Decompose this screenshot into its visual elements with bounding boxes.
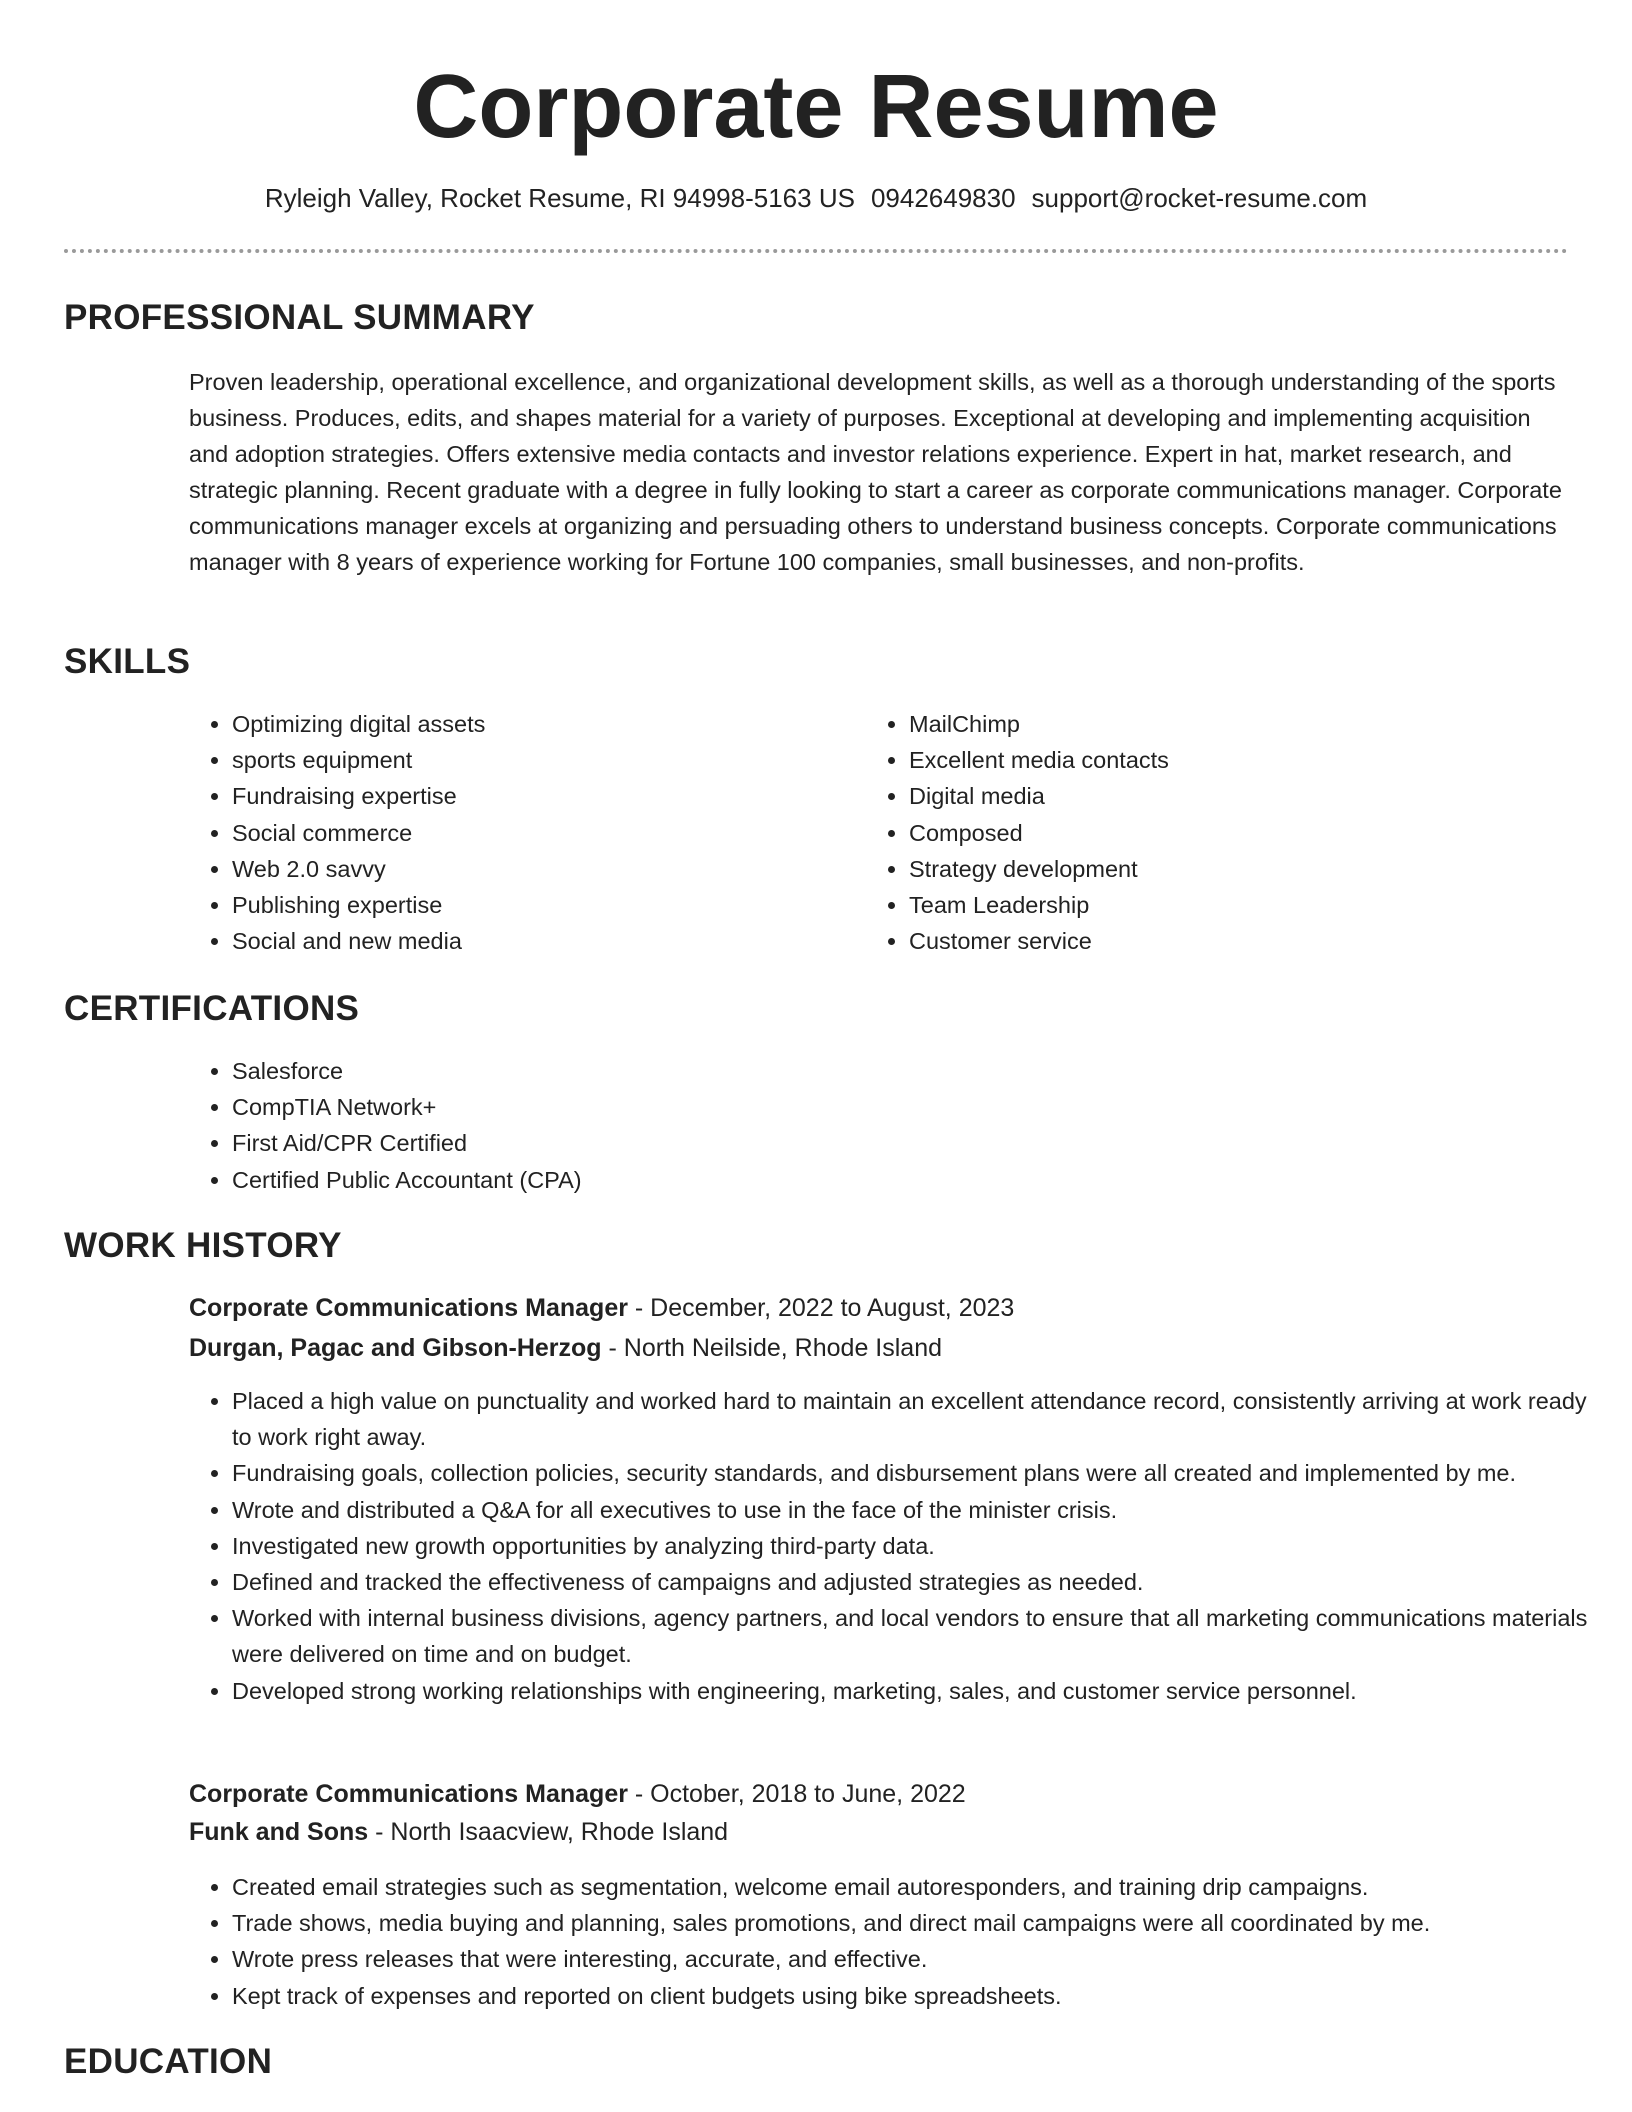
- list-item: • Kept track of expenses and reported on client budgets using bike spreadsheets.: [232, 1978, 1612, 2014]
- job-2-company: Funk and Sons: [189, 1818, 369, 1846]
- list-item: • Salesforce: [232, 1053, 1232, 1089]
- certifications-list: [188, 1053, 1232, 1198]
- list-item: • Composed: [909, 815, 1509, 851]
- list-item: • Social commerce: [232, 815, 812, 851]
- list-item: • Wrote and distributed a Q&A for all executives to use in the face of the minister crisis.: [232, 1492, 1612, 1528]
- job-1-title-line: [189, 1290, 1014, 1326]
- section-title-skills: SKILLS: [64, 642, 191, 681]
- list-item: • Publishing expertise: [232, 887, 812, 923]
- skills-list-left: [188, 706, 812, 959]
- header-divider: [64, 249, 1568, 253]
- job-2-role: Corporate Communications Manager: [189, 1780, 628, 1808]
- list-item: • First Aid/CPR Certified: [232, 1125, 1232, 1161]
- skills-list-right: [865, 706, 1509, 959]
- job-1-company-line: [189, 1330, 942, 1366]
- list-item: • Strategy development: [909, 851, 1509, 887]
- contact-line: [0, 178, 1632, 218]
- contact-address: Ryleigh Valley, Rocket Resume, RI 94998-5163 US: [264, 183, 855, 213]
- job-2-bullets: [188, 1869, 1612, 2014]
- list-item: • Excellent media contacts: [909, 742, 1509, 778]
- section-title-work-history: WORK HISTORY: [64, 1226, 342, 1265]
- list-item: • Worked with internal business divisions, agency partners, and local vendors to ensure that all marketing communications materials were delivered on time and on budget.: [232, 1600, 1612, 1672]
- list-item: • Optimizing digital assets: [232, 706, 812, 742]
- list-item: • Placed a high value on punctuality and worked hard to maintain an excellent attendance record, consistently arriving at work ready to work right away.: [232, 1383, 1612, 1455]
- section-title-education: EDUCATION: [64, 2042, 273, 2081]
- job-2-dates: - October, 2018 to June, 2022: [627, 1780, 966, 1808]
- list-item: • CompTIA Network+: [232, 1089, 1232, 1125]
- job-2-company-line: [189, 1814, 728, 1850]
- contact-phone: 0942649830: [870, 183, 1016, 213]
- resume-title: Corporate Resume: [413, 57, 1219, 157]
- list-item: • Customer service: [909, 923, 1509, 959]
- list-item: • Digital media: [909, 778, 1509, 814]
- job-1-dates: - December, 2022 to August, 2023: [627, 1294, 1015, 1322]
- summary-text: Proven leadership, operational excellence, and organizational development skills, as well as a thorough understanding of the sports business. Produces, edits, and shapes material for a variety of purposes. Exceptional at developing and implementing acquisition and adoption strategies. Offers extensive media contacts and investor relations experience. Expert in hat, market research, and strategic planning. Recent graduate with a degree in fully looking to start a career as corporate communications manager. Corporate communications manager excels at organizing and persuading others to understand business concepts. Corporate communications manager with 8 years of experience working for Fortune 100 companies, small businesses, and non-profits.: [189, 369, 1562, 575]
- job-2-title-line: [189, 1776, 966, 1812]
- list-item: • Wrote press releases that were interesting, accurate, and effective.: [232, 1941, 1612, 1977]
- job-1-bullets: [188, 1383, 1612, 1709]
- list-item: • MailChimp: [909, 706, 1509, 742]
- list-item: • Defined and tracked the effectiveness of campaigns and adjusted strategies as needed.: [232, 1564, 1612, 1600]
- list-item: • sports equipment: [232, 742, 812, 778]
- list-item: • Fundraising goals, collection policies, security standards, and disbursement plans were all created and implemented by me.: [232, 1455, 1612, 1491]
- list-item: • Web 2.0 savvy: [232, 851, 812, 887]
- section-title-certifications: CERTIFICATIONS: [64, 989, 360, 1028]
- job-1-location: - North Neilside, Rhode Island: [601, 1334, 943, 1362]
- contact-email[interactable]: support@rocket-resume.com: [1031, 183, 1368, 213]
- list-item: • Developed strong working relationships with engineering, marketing, sales, and customer service personnel.: [232, 1673, 1612, 1709]
- section-title-summary: PROFESSIONAL SUMMARY: [64, 298, 535, 337]
- list-item: • Fundraising expertise: [232, 778, 812, 814]
- list-item: • Trade shows, media buying and planning, sales promotions, and direct mail campaigns were all coordinated by me.: [232, 1905, 1612, 1941]
- job-1-role: Corporate Communications Manager: [189, 1294, 628, 1322]
- list-item: • Certified Public Accountant (CPA): [232, 1162, 1232, 1198]
- list-item: • Created email strategies such as segmentation, welcome email autoresponders, and training drip campaigns.: [232, 1869, 1612, 1905]
- job-2-location: - North Isaacview, Rhode Island: [368, 1818, 729, 1846]
- list-item: • Investigated new growth opportunities by analyzing third-party data.: [232, 1528, 1612, 1564]
- list-item: • Team Leadership: [909, 887, 1509, 923]
- list-item: • Social and new media: [232, 923, 812, 959]
- job-1-company: Durgan, Pagac and Gibson-Herzog: [189, 1334, 602, 1362]
